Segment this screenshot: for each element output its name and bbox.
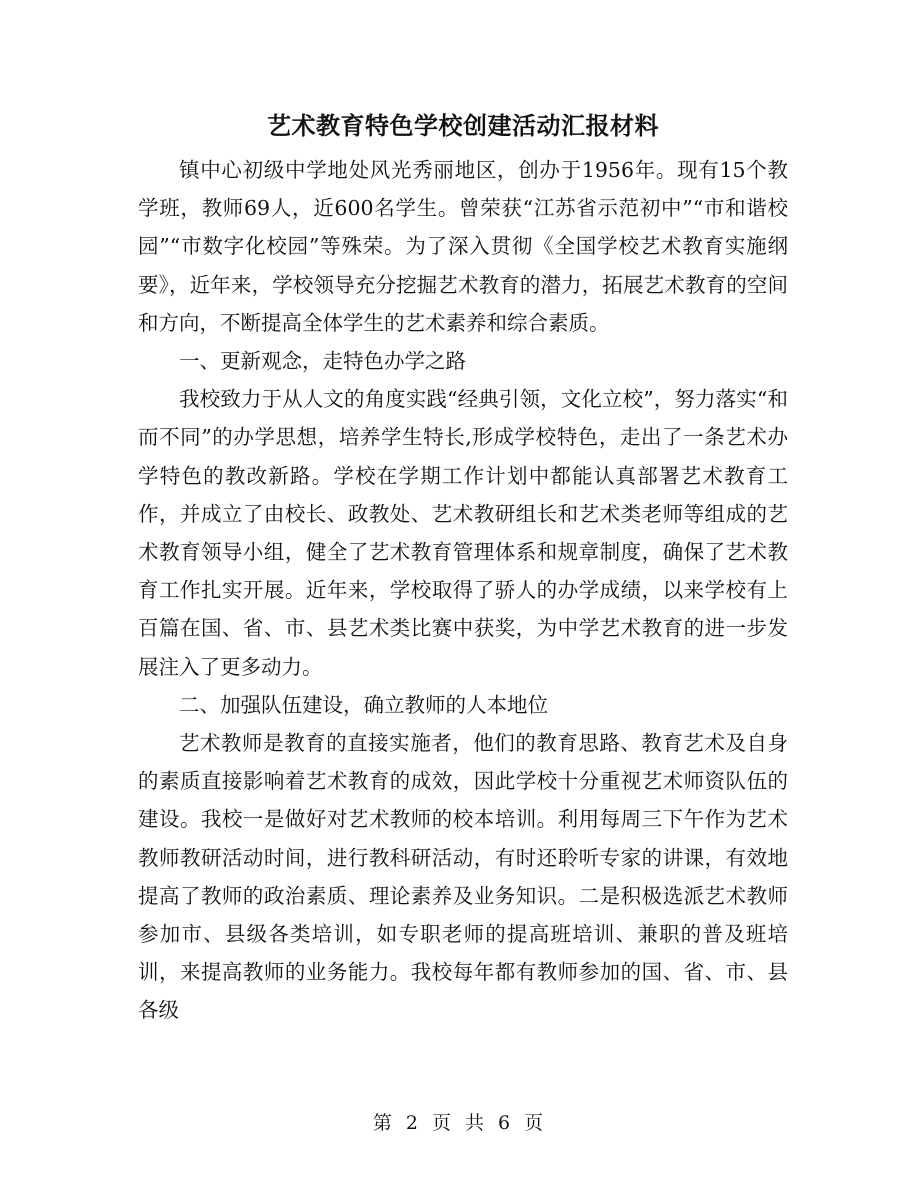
intro-paragraph: 镇中心初级中学地处风光秀丽地区，创办于1956年。现有15个教学班，教师69人，近600名学生。曾荣获“江苏省示范初中”“市和谐校园”“市数字化校园”等殊荣。为了深入贯彻《全国学校艺术教育实施纲要》，近年来，学校领导充分挖掘艺术教育的潜力，拓展艺术教育的空间和方向，不断提高全体学生的艺术素养和综合素质。 [138,158,788,335]
section-1-paragraph: 我校致力于从人文的角度实践“经典引领，文化立校”，努力落实“和而不同”的办学思想，培养学生特长,形成学校特色，走出了一条艺术办学特色的教改新路。学校在学期工作计划中都能认真部署艺术教育工作，并成立了由校长、政教处、艺术教研组长和艺术类老师等组成的艺术教育领导小组，健全了艺术教育管理体系和规章制度，确保了艺术教育工作扎实开展。近年来，学校取得了骄人的办学成绩，以来学校有上百篇在国、省、市、县艺术类比赛中获奖，为中学艺术教育的进一步发展注入了更多动力。 [138,387,788,679]
section-heading-2: 二、加强队伍建设，确立教师的人本地位 [179,692,548,717]
document-title: 艺术教育特色学校创建活动汇报材料 [267,111,659,140]
document-body [138,105,788,1030]
page-number-footer: 第 2 页 共 6 页 [372,1112,548,1134]
section-heading-1: 一、更新观念，走特色办学之路 [179,349,466,374]
section-2-paragraph: 艺术教师是教育的直接实施者，他们的教育思路、教育艺术及自身的素质直接影响着艺术教育的成效，因此学校十分重视艺术师资队伍的建设。我校一是做好对艺术教师的校本培训。利用每周三下午作为艺术教师教研活动时间，进行教科研活动，有时还聆听专家的讲课，有效地提高了教师的政治素质、理论素养及业务知识。二是积极选派艺术教师参加市、县级各类培训，如专职老师的提高班培训、兼职的普及班培训，来提高教师的业务能力。我校每年都有教师参加的国、省、市、县各级 [138,731,788,1023]
